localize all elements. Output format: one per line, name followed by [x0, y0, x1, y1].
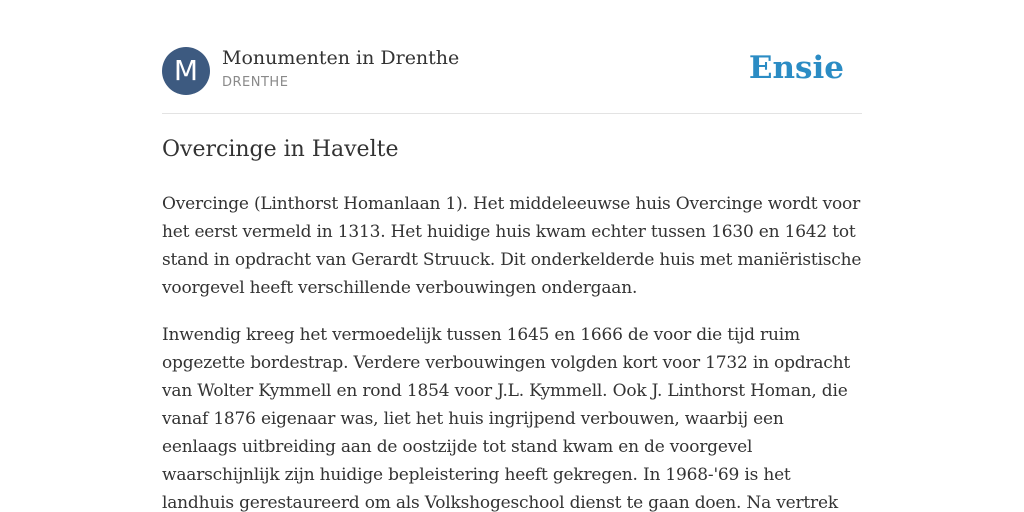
- source-title[interactable]: Monumenten in Drenthe: [222, 47, 460, 69]
- brand-logo-link[interactable]: Ensie: [748, 50, 844, 86]
- article-paragraph: Inwendig kreeg het vermoedelijk tussen 1645 en 1666 de voor die tijd ruim opgezette bordestrap. Verdere verbouwingen volgden kort voor 1732 in opdracht van Wolter Kymmell en rond 1854 voor J.L. Kymmell. Ook J. Linthorst Homan, die vanaf 1876 eigenaar was, liet het huis ingrijpend verbouwen, waarbij een eenlaags uitbreiding aan de oostzijde tot stand kwam en de voorgevel waarschijnlijk zijn huidige bepleistering heeft gekregen. In 1968-'69 is het landhuis gerestaureerd om als Volkshogeschool dienst te gaan doen. Na vertrek: [162, 325, 851, 512]
- article-title: Overcinge in Havelte: [162, 137, 399, 162]
- header-divider: [162, 113, 862, 114]
- source-subtitle: DRENTHE: [222, 75, 289, 90]
- article-body: [162, 190, 862, 512]
- article-paragraph: Overcinge (Linthorst Homanlaan 1). Het middeleeuwse huis Overcinge wordt voor het eerst vermeld in 1313. Het huidige huis kwam echter tussen 1630 en 1642 tot stand in opdracht van Gerardt Struuck. Dit onderkelderde huis met maniëristische voorgevel heeft verschillende verbouwingen ondergaan.: [162, 194, 862, 298]
- avatar[interactable]: M: [162, 47, 210, 95]
- source-header: [162, 47, 862, 95]
